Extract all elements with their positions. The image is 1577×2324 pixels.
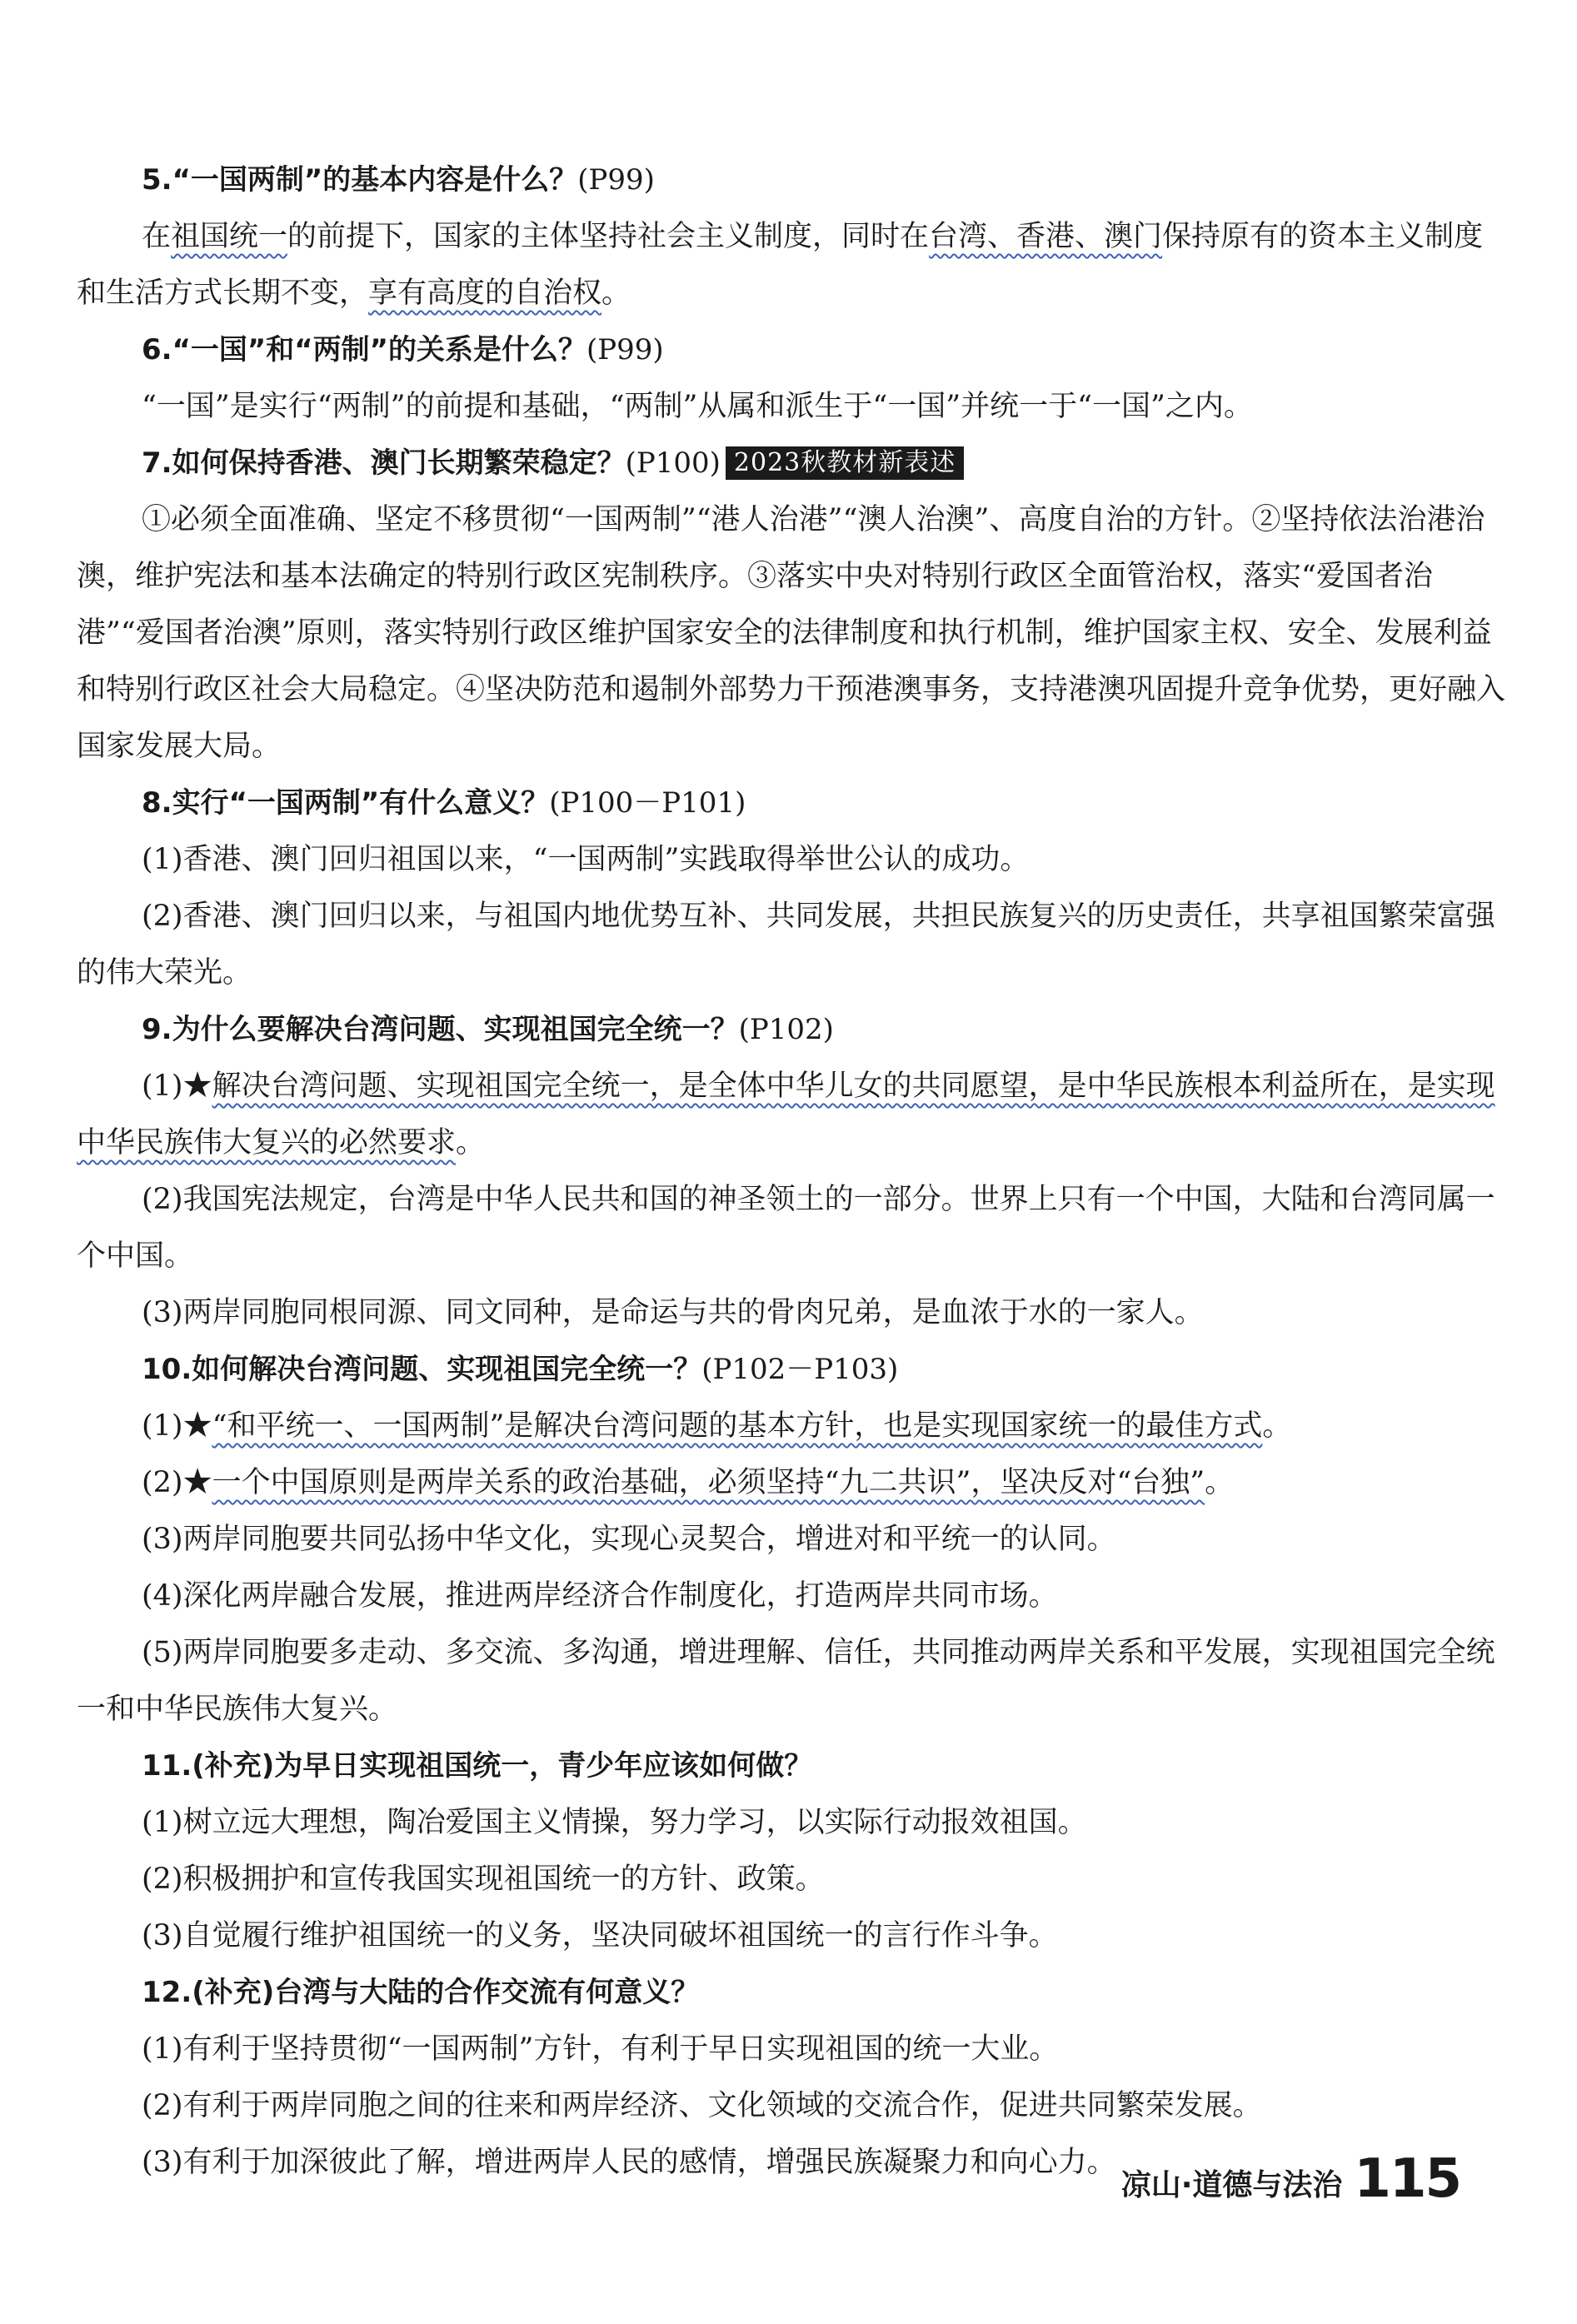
question-7: 7.如何保持香港、澳门长期繁荣稳定？(P100) 2023秋教材新表述 xyxy=(77,435,1510,491)
answer-11-2: (2)积极拥护和宣传我国实现祖国统一的方针、政策。 xyxy=(142,1863,825,1896)
question-9: 9.为什么要解决台湾问题、实现祖国完全统一？(P102) xyxy=(142,1013,834,1046)
emphasis-text: 解决台湾问题、实现祖国完全统一，是全体中华儿女的共同愿望，是中华民族根本利益所在，是实现中华民族伟大复兴的必然要求 xyxy=(77,1070,1495,1160)
question-6: 6.“一国”和“两制”的关系是什么？(P99) xyxy=(142,333,664,367)
emphasis-text: 享有高度的自治权 xyxy=(368,277,602,310)
answer-10-4: (4)深化两岸融合发展，推进两岸经济合作制度化，打造两岸共同市场。 xyxy=(142,1579,1058,1613)
answer-10-3: (3)两岸同胞要共同弘扬中华文化，实现心灵契合，增进对和平统一的认同。 xyxy=(142,1523,1116,1556)
answer-8-2: (2)香港、澳门回归以来，与祖国内地优势互补、共同发展，共担民族复兴的历史责任，共享祖国繁荣富强的伟大荣光。 xyxy=(77,900,1495,990)
emphasis-text: 台湾、香港、澳门 xyxy=(929,220,1163,253)
emphasis-text: 祖国统一 xyxy=(171,220,288,253)
new-edition-badge: 2023秋教材新表述 xyxy=(726,446,964,480)
footer-book-title: 凉山·道德与法治 xyxy=(1120,2168,1343,2202)
question-8: 8.实行“一国两制”有什么意义？(P100－P101) xyxy=(142,786,746,820)
answer-12-1: (1)有利于坚持贯彻“一国两制”方针，有利于早日实现祖国的统一大业。 xyxy=(142,2032,1059,2066)
emphasis-text: 一个中国原则是两岸关系的政治基础，必须坚持“九二共识”，坚决反对“台独” xyxy=(212,1466,1205,1499)
question-11: 11.(补充)为早日实现祖国统一，青少年应该如何做？ xyxy=(142,1749,813,1783)
answer-9-2: (2)我国宪法规定，台湾是中华人民共和国的神圣领土的一部分。世界上只有一个中国，大陆和台湾同属一个中国。 xyxy=(77,1183,1495,1273)
answer-5: 在祖国统一的前提下，国家的主体坚持社会主义制度，同时在台湾、香港、澳门保持原有的资本主义制度和生活方式长期不变，享有高度的自治权。 xyxy=(77,220,1484,310)
answer-10-5: (5)两岸同胞要多走动、多交流、多沟通，增进理解、信任，共同推动两岸关系和平发展，实现祖国完全统一和中华民族伟大复兴。 xyxy=(77,1636,1495,1726)
answer-7: ①必须全面准确、坚定不移贯彻“一国两制”“港人治港”“澳人治澳”、高度自治的方针。②坚持依法治港治澳，维护宪法和基本法确定的特别行政区宪制秩序。③落实中央对特别行政区全面管治权，落实“爱国者治港”“爱国者治澳”原则，落实特别行政区维护国家安全的法律制度和执行机制，维护国家主权、安全、发展利益和特别行政区社会大局稳定。④坚决防范和遏制外部势力干预港澳事务，支持港澳巩固提升竞争优势，更好融入国家发展大局。 xyxy=(77,503,1506,763)
answer-9-1: (1)★解决台湾问题、实现祖国完全统一，是全体中华儿女的共同愿望，是中华民族根本利益所在，是实现中华民族伟大复兴的必然要求。 xyxy=(77,1070,1495,1160)
question-5: 5.“一国两制”的基本内容是什么？(P99) xyxy=(142,163,655,197)
answer-12-3: (3)有利于加深彼此了解，增进两岸人民的感情，增强民族凝聚力和向心力。 xyxy=(142,2146,1116,2179)
answer-12-2: (2)有利于两岸同胞之间的往来和两岸经济、文化领域的交流合作，促进共同繁荣发展。 xyxy=(142,2089,1262,2122)
answer-11-1: (1)树立远大理想，陶冶爱国主义情操，努力学习，以实际行动报效祖国。 xyxy=(142,1806,1087,1839)
answer-11-3: (3)自觉履行维护祖国统一的义务，坚决同破坏祖国统一的言行作斗争。 xyxy=(142,1919,1058,1952)
answer-6: “一国”是实行“两制”的前提和基础，“两制”从属和派生于“一国”并统一于“一国”之内。 xyxy=(142,390,1253,423)
answer-9-3: (3)两岸同胞同根同源、同文同种，是命运与共的骨肉兄弟，是血浓于水的一家人。 xyxy=(142,1296,1204,1329)
emphasis-text: “和平统一、一国两制”是解决台湾问题的基本方针，也是实现国家统一的最佳方式 xyxy=(212,1409,1263,1443)
question-10: 10.如何解决台湾问题、实现祖国完全统一？(P102－P103) xyxy=(142,1353,899,1386)
page-footer xyxy=(1120,2148,1460,2210)
answer-8-1: (1)香港、澳门回归祖国以来，“一国两制”实践取得举世公认的成功。 xyxy=(142,843,1030,876)
page-number: 115 xyxy=(1354,2148,1460,2210)
answer-10-2: (2)★一个中国原则是两岸关系的政治基础，必须坚持“九二共识”，坚决反对“台独”。 xyxy=(142,1466,1235,1499)
answer-10-1: (1)★“和平统一、一国两制”是解决台湾问题的基本方针，也是实现国家统一的最佳方式。 xyxy=(142,1409,1292,1443)
page-content xyxy=(77,152,1510,2191)
question-12: 12.(补充)台湾与大陆的合作交流有何意义？ xyxy=(142,1976,700,2009)
